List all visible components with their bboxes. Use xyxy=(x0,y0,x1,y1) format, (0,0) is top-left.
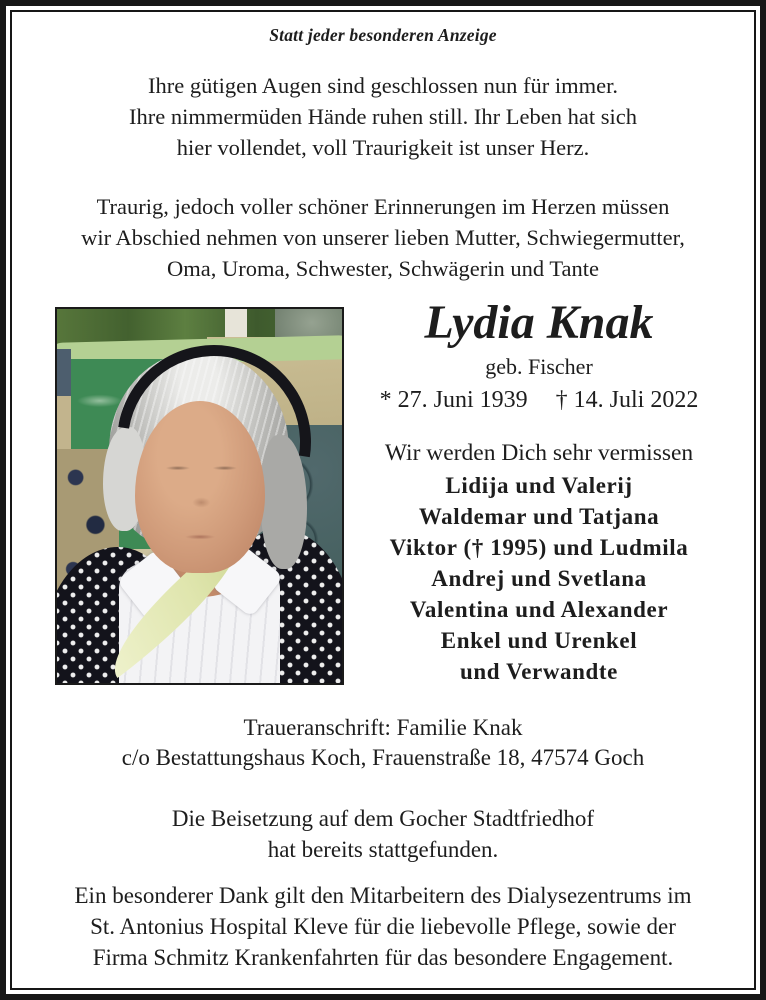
mourner-name: Enkel und Urenkel xyxy=(440,628,638,653)
maiden-name: geb. Fischer xyxy=(485,354,593,379)
thanks-paragraph xyxy=(0,880,766,973)
intro-line: Oma, Uroma, Schwester, Schwägerin und Tante xyxy=(167,256,599,281)
address-line: c/o Bestattungshaus Koch, Frauenstraße 18, 47574 Goch xyxy=(121,745,645,770)
epigraph-line: Ihre gütigen Augen sind geschlossen nun für immer. xyxy=(148,73,618,98)
notice-header: Statt jeder besonderen Anzeige xyxy=(269,25,497,45)
mourning-address xyxy=(0,713,766,773)
portrait-photo xyxy=(55,307,344,685)
life-dates xyxy=(345,384,733,416)
intro-line: wir Abschied nehmen von unserer lieben Mutter, Schwiegermutter, xyxy=(81,225,685,250)
thanks-line: St. Antonius Hospital Kleve für die liebevolle Pflege, sowie der xyxy=(90,914,676,939)
burial-line: Die Beisetzung auf dem Gocher Stadtfriedhof xyxy=(171,806,595,831)
thanks-line: Ein besonderer Dank gilt den Mitarbeitern des Dialysezentrums im xyxy=(74,883,692,908)
death-date: † 14. Juli 2022 xyxy=(555,387,699,413)
mourner-name: Valentina und Alexander xyxy=(409,597,669,622)
mourner-name: Waldemar und Tatjana xyxy=(418,504,660,529)
burial-line: hat bereits stattgefunden. xyxy=(267,837,499,862)
epigraph-line: Ihre nimmermüden Hände ruhen still. Ihr Leben hat sich xyxy=(129,104,637,129)
farewell-line: Wir werden Dich sehr vermissen xyxy=(384,440,694,466)
intro-line: Traurig, jedoch voller schöner Erinnerungen im Herzen müssen xyxy=(96,194,670,219)
thanks-line: Firma Schmitz Krankenfahrten für das besondere Engagement. xyxy=(92,945,674,970)
burial-info xyxy=(0,803,766,865)
mourner-name: und Verwandte xyxy=(460,659,618,684)
mourner-name: Viktor († 1995) und Ludmila xyxy=(389,535,689,560)
birth-date: * 27. Juni 1939 xyxy=(379,387,528,413)
mourner-name: Andrej und Svetlana xyxy=(431,566,647,591)
mourner-name: Lidija und Valerij xyxy=(445,473,633,498)
epigraph-line: hier vollendet, voll Traurigkeit ist unser Herz. xyxy=(176,135,590,160)
mourners-list xyxy=(345,470,733,687)
deceased-name: Lydia Knak xyxy=(424,296,654,349)
address-line: Traueranschrift: Familie Knak xyxy=(243,715,523,740)
